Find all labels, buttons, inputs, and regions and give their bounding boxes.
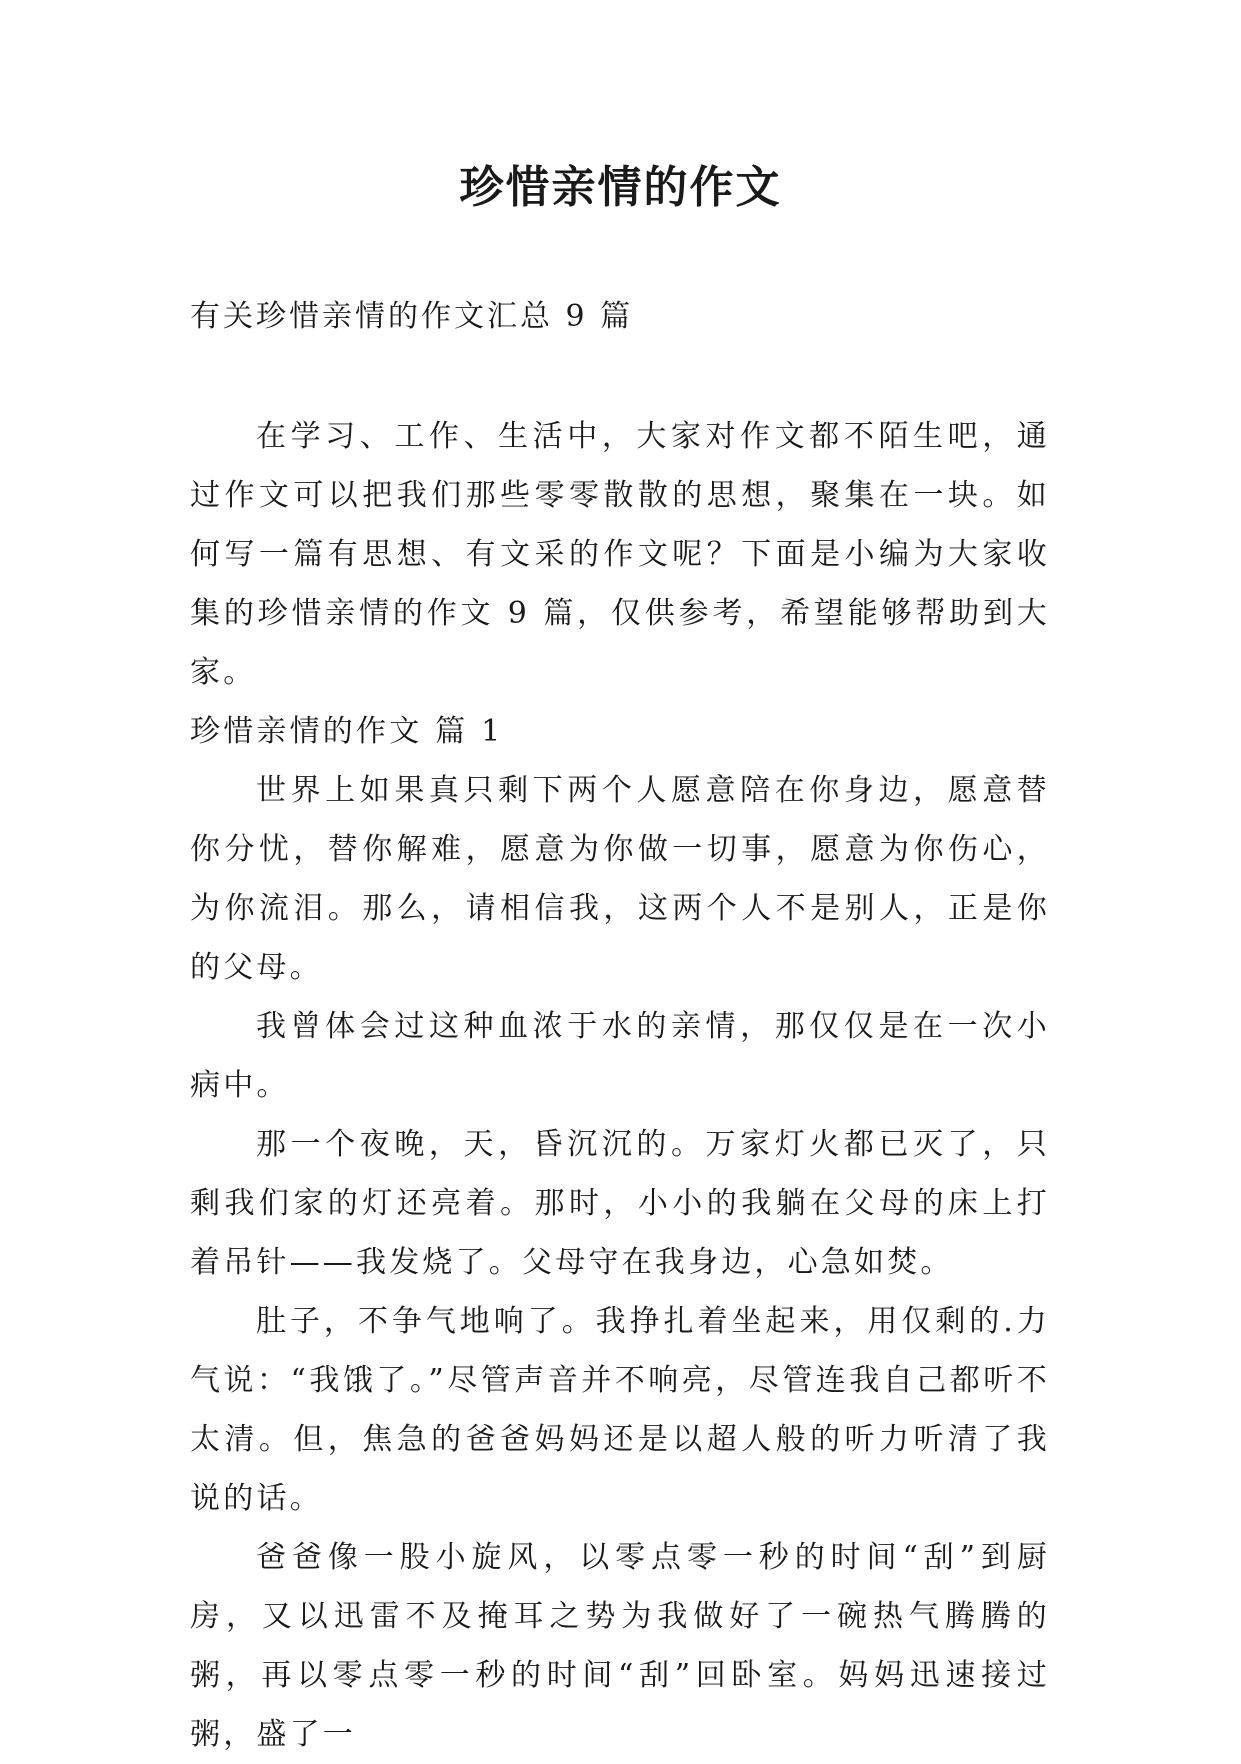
- intro-paragraph: 在学习、工作、生活中，大家对作文都不陌生吧，通过作文可以把我们那些零零散散的思想，聚集在一块。如何写一篇有思想、有文采的作文呢？下面是小编为大家收集的珍惜亲情的作文 9 篇，仅供参考，希望能够帮助到大家。: [190, 419, 1050, 690]
- document-subtitle: 有关珍惜亲情的作文汇总 9 篇: [190, 299, 634, 334]
- body-paragraph: 肚子，不争气地响了。我挣扎着坐起来，用仅剩的.力气说：“我饿了。”尽管声音并不响亮，尽管连我自己都听不太清。但，焦急的爸爸妈妈还是以超人般的听力听清了我说的话。: [190, 1304, 1050, 1516]
- body-paragraph: 我曾体会过这种血浓于水的亲情，那仅仅是在一次小病中。: [190, 1009, 1050, 1103]
- body-paragraph: 爸爸像一股小旋风，以零点零一秒的时间“刮”到厨房，又以迅雷不及掩耳之势为我做好了一碗热气腾腾的粥，再以零点零一秒的时间“刮”回卧室。妈妈迅速接过粥，盛了一: [190, 1540, 1050, 1752]
- document-body: [190, 407, 1050, 1764]
- body-paragraph: 那一个夜晚，天，昏沉沉的。万家灯火都已灭了，只剩我们家的灯还亮着。那时，小小的我躺在父母的床上打着吊针——我发烧了。父母守在我身边，心急如焚。: [190, 1127, 1050, 1280]
- document-title: 珍惜亲情的作文: [459, 162, 782, 213]
- body-paragraph: 世界上如果真只剩下两个人愿意陪在你身边，愿意替你分忧，替你解难，愿意为你做一切事，愿意为你伤心，为你流泪。那么，请相信我，这两个人不是别人，正是你的父母。: [190, 773, 1050, 985]
- section-heading: 珍惜亲情的作文 篇 1: [190, 714, 504, 749]
